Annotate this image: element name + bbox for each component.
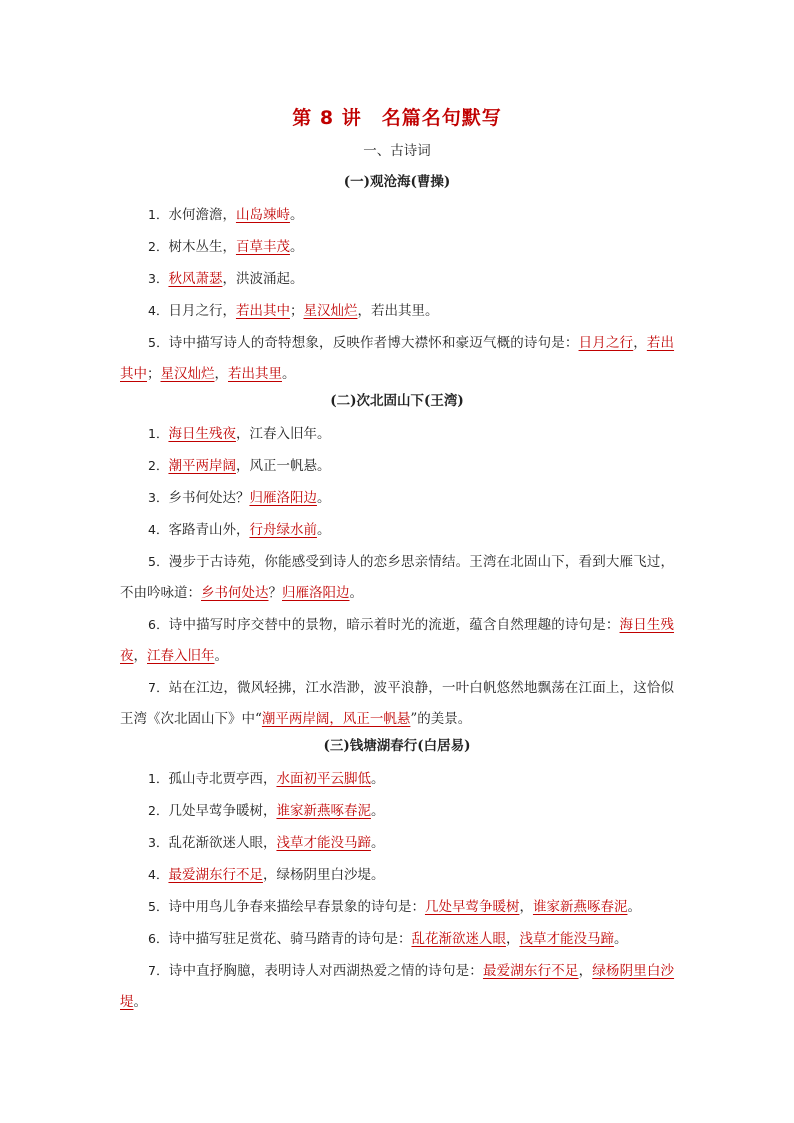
prompt-text: ，江春入旧年。 [235,426,331,442]
answer-text: 若出其中 [120,335,675,382]
poem-heading: (三)钱塘湖春行(白居易) [323,738,471,754]
answer-text: 行舟绿水前 [249,522,317,538]
question-item [120,546,674,609]
item-number: 3． [148,835,169,850]
prompt-text: 诗中描写时序交替中的景物，暗示着时光的流逝，蕴含自然理趣的诗句是： [168,617,620,633]
item-number: 4． [148,303,169,318]
question-item [120,514,674,546]
question-item [120,891,674,923]
answer-text: 海日生残夜 [120,617,675,664]
question-item [120,482,674,514]
prompt-text: 。 [370,771,385,787]
prompt-text: ， [505,931,520,947]
answer-text: 海日生残夜 [168,426,236,442]
prompt-text: ，绿杨阴里白沙堤。 [262,867,385,883]
poem-block [120,735,674,1018]
prompt-text: 。 [370,803,385,819]
prompt-text: ， [133,648,147,664]
prompt-text: 。 [214,648,228,664]
prompt-text: ， [578,963,593,979]
prompt-text: ， [519,899,533,915]
prompt-text: 乡书何处达？ [168,490,250,506]
item-number: 6． [148,617,169,632]
answer-text: 星汉灿烂 [303,303,358,319]
answer-text: 星汉灿烂 [160,366,215,382]
answer-text: 潮平两岸阔，风正一帆悬 [261,711,411,727]
answer-text: 归雁洛阳边 [282,585,350,601]
item-number: 4． [148,867,169,882]
prompt-text: 日月之行， [168,303,236,319]
answer-text: 谁家新燕啄春泥 [276,803,371,819]
prompt-text: ， [633,335,647,351]
answer-text: 乱花渐欲迷人眼 [411,931,506,947]
answer-text: 山岛竦峙 [235,207,290,223]
item-number: 4． [148,522,169,537]
item-number: 1． [148,426,169,441]
prompt-text: 诗中描写诗人的奇特想象，反映作者博大襟怀和豪迈气概的诗句是： [168,335,579,351]
question-item [120,450,674,482]
item-number: 5． [148,899,169,914]
answer-text: 几处早莺争暖树 [424,899,520,915]
prompt-text: 乱花渐欲迷人眼， [168,835,277,851]
prompt-text: 。 [627,899,641,915]
question-item [120,795,674,827]
prompt-text: 客路青山外， [168,522,250,538]
item-number: 3． [148,490,169,505]
question-item [120,295,674,327]
prompt-text: ”的美景。 [410,711,472,727]
answer-text: 归雁洛阳边 [249,490,317,506]
prompt-text: ，风正一帆悬。 [235,458,331,474]
prompt-text: 诗中直抒胸臆，表明诗人对西湖热爱之情的诗句是： [168,963,483,979]
answer-text: 最爱湖东行不足 [168,867,263,883]
answer-text: 江春入旧年 [147,648,215,664]
item-number: 7． [148,963,169,978]
answer-text: 绿杨阴里白沙堤 [120,963,675,1010]
item-number: 2． [148,458,169,473]
question-item [120,827,674,859]
answer-text: 水面初平云脚低 [276,771,371,787]
answer-text: 浅草才能没马蹄 [276,835,371,851]
prompt-text: ，洪波涌起。 [222,271,304,287]
poem-block [120,171,674,390]
prompt-text: 漫步于古诗苑，你能感受到诗人的恋乡思亲情结。王湾在北固山下，看到大雁飞过，不由吟咏道： [120,554,675,601]
question-item [120,859,674,891]
prompt-text: 。 [289,239,304,255]
section-heading: 一、古诗词 [363,143,431,159]
question-item [120,418,674,450]
prompt-text: 。 [289,207,304,223]
item-number: 1． [148,771,169,786]
prompt-text: 几处早莺争暖树， [168,803,277,819]
prompt-text: 。 [282,366,296,382]
prompt-text: ； [147,366,161,382]
item-number: 1． [148,207,169,222]
poem-block [120,390,674,735]
prompt-text: 。 [349,585,363,601]
poem-heading: (一)观沧海(曹操) [343,174,451,190]
prompt-text: ； [289,303,304,319]
item-number: 5． [148,554,169,569]
item-number: 3． [148,271,169,286]
question-item [120,231,674,263]
answer-text: 日月之行 [578,335,634,351]
answer-text: 乡书何处达 [201,585,269,601]
question-item [120,672,674,735]
answer-text: 若出其里 [228,366,282,382]
page-title: 第 8 讲 名篇名句默写 [292,107,502,129]
question-item [120,199,674,231]
question-item [120,923,674,955]
prompt-text: ？ [268,585,282,601]
answer-text: 秋风萧瑟 [168,271,223,287]
answer-text: 浅草才能没马蹄 [519,931,614,947]
document-page [120,104,674,1018]
answer-text: 百草丰茂 [235,239,290,255]
prompt-text: 。 [316,490,331,506]
answer-text: 最爱湖东行不足 [482,963,579,979]
prompt-text: 诗中用鸟儿争春来描绘早春景象的诗句是： [168,899,425,915]
item-number: 2． [148,803,169,818]
prompt-text: 。 [370,835,385,851]
item-number: 5． [148,335,169,350]
question-item [120,327,674,390]
prompt-text: 。 [133,994,147,1010]
prompt-text: 水何澹澹， [168,207,236,223]
prompt-text: 树木丛生， [168,239,236,255]
question-item [120,955,674,1018]
answer-text: 若出其中 [235,303,290,319]
answer-text: 潮平两岸阔 [168,458,236,474]
question-item [120,763,674,795]
prompt-text: 孤山寺北贾亭西， [168,771,277,787]
item-number: 6． [148,931,169,946]
item-number: 7． [148,680,169,695]
item-number: 2． [148,239,169,254]
prompt-text: 。 [316,522,331,538]
poem-list [120,171,674,1018]
prompt-text: 站在江边，微风轻拂，江水浩渺，波平浪静，一叶白帆悠然地飘荡在江面上，这恰似王湾《次北固山下》中“ [120,680,675,727]
prompt-text: ， [214,366,228,382]
poem-heading: (二)次北固山下(王湾) [330,393,464,409]
question-item [120,609,674,672]
answer-text: 谁家新燕啄春泥 [532,899,628,915]
prompt-text: ，若出其里。 [357,303,439,319]
prompt-text: 。 [613,931,628,947]
prompt-text: 诗中描写驻足赏花、骑马踏青的诗句是： [168,931,412,947]
question-item [120,263,674,295]
